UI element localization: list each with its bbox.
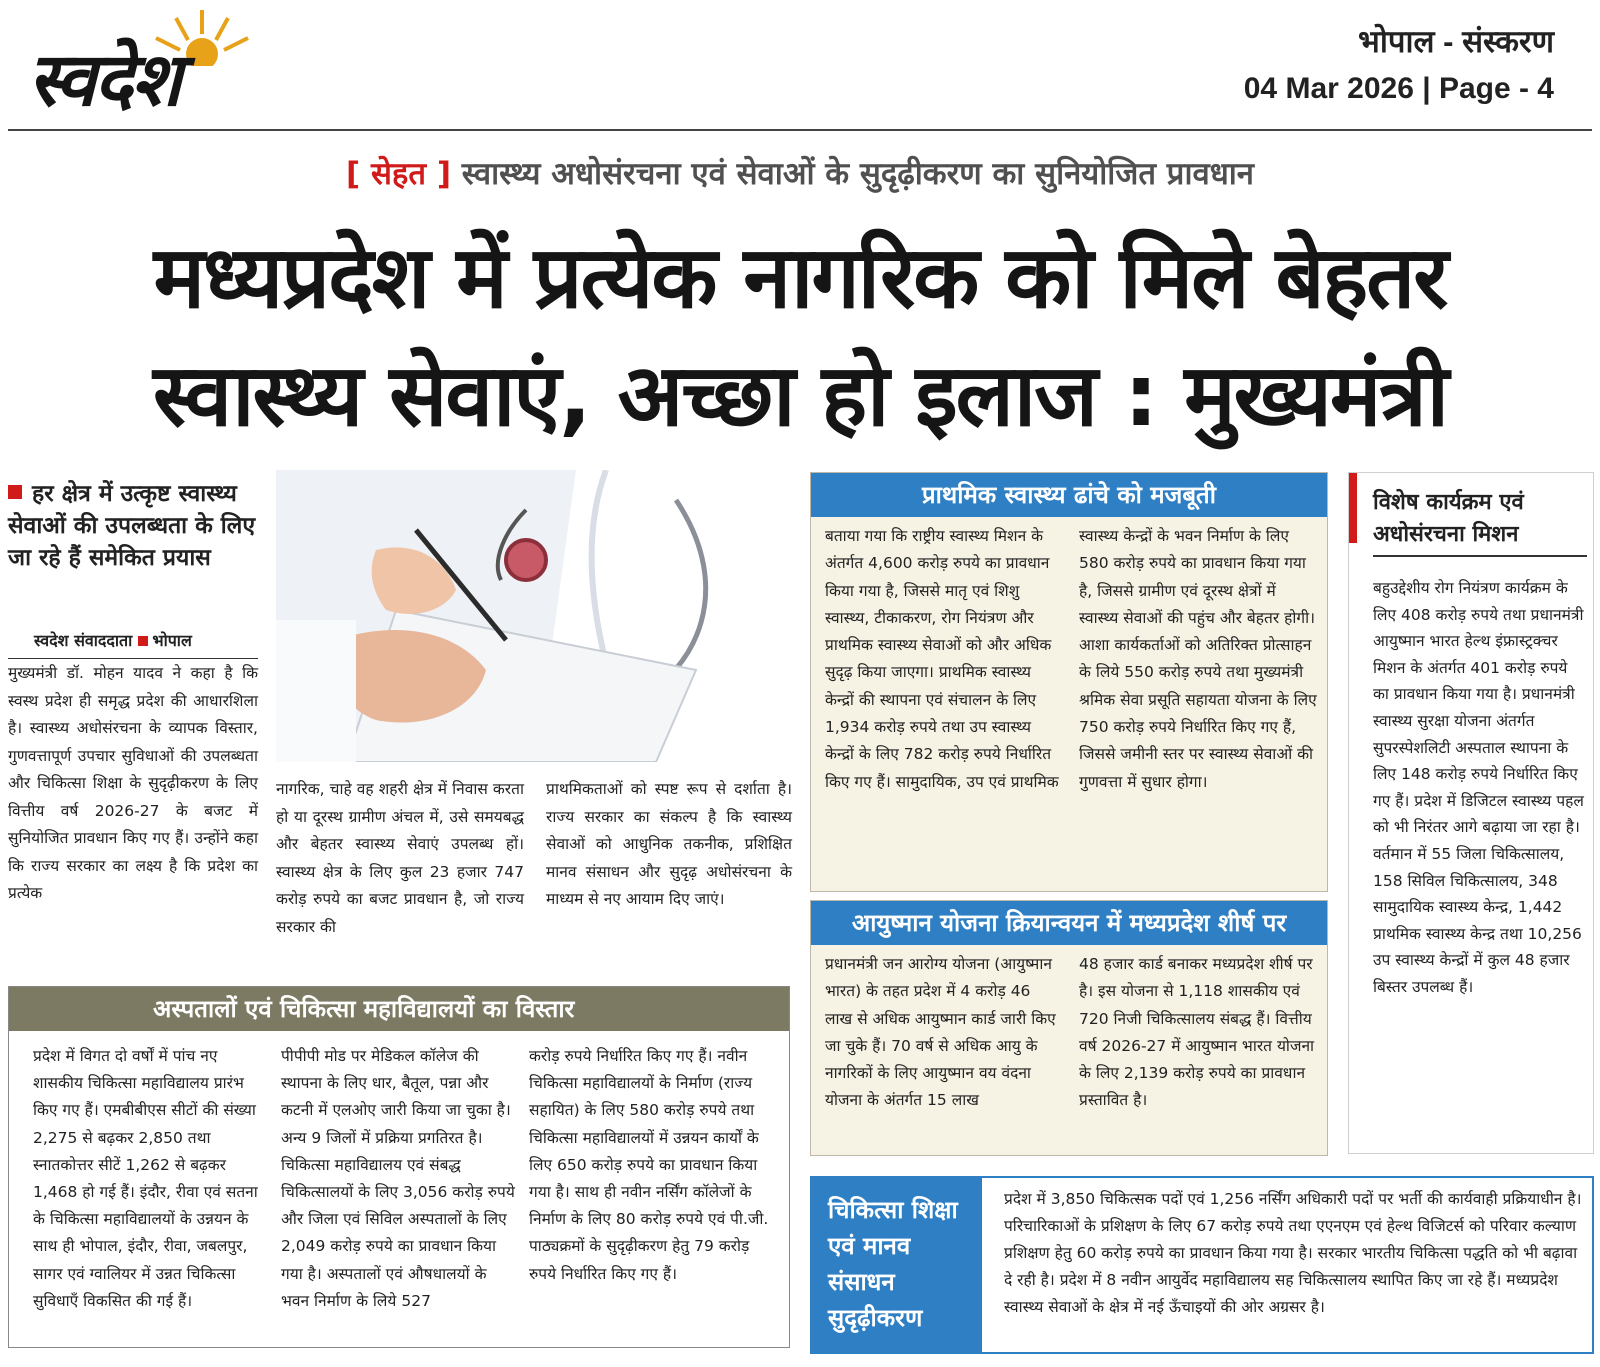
intro-column-1: मुख्यमंत्री डॉ. मोहन यादव ने कहा है कि स्वस्थ प्रदेश ही समृद्ध प्रदेश की आधारशिला है। स्वास्थ्य अधोसंरचना के व्यापक विस्तार, गुणवत्तापूर्ण उपचार सुविधाओं की उपलब्धता और चिकित्सा शिक्षा के सुदृढ़ीकरण के लिए वित्तीय वर्ष 2026-27 के बजट में सुनियोजित प्रावधान किए गए हैं। उन्होंने कहा कि राज्य सरकार का लक्ष्य है कि प्रदेश का प्रत्येक	[8, 664, 258, 902]
doctor-writing-photo	[276, 470, 790, 762]
primary-health-column-2: स्वास्थ्य केन्द्रों के भवन निर्माण के लिए 580 करोड़ रुपये का प्रावधान किया गया है, जिससे ग्रामीण एवं दूरस्थ क्षेत्रों में स्वास्थ्य सेवाओं की पहुंच और बेहतर होगी। आशा कार्यकर्ताओं को अतिरिक्त प्रोत्साहन के लिये 550 करोड़ रुपये तथा मुख्यमंत्री श्रमिक सेवा प्रसूति सहायता योजना के लिए 750 करोड़ रुपये निर्धारित किए गए हैं, जिससे जमीनी स्तर पर स्वास्थ्य सेवाओं की गुणवत्ता में सुधार होगा।	[1079, 527, 1317, 791]
medical-education-box	[810, 1176, 1594, 1354]
medical-education-label: चिकित्सा शिक्षा एवं मानव संसाधन सुदृढ़ीकरण	[812, 1178, 982, 1352]
intro-column-2: नागरिक, चाहे वह शहरी क्षेत्र में निवास करता हो या दूरस्थ ग्रामीण अंचल में, उसे समयबद्ध और बेहतर स्वास्थ्य सेवाएं उपलब्ध हों। स्वास्थ्य क्षेत्र के लिए कुल 23 हजार 747 करोड़ रुपये का बजट प्रावधान है, जो राज्य सरकार की	[276, 780, 524, 936]
byline-reporter: स्वदेश संवाददाता	[34, 631, 133, 650]
red-bullet-icon	[8, 485, 22, 499]
intro-column-3: प्राथमिकताओं को स्पष्ट रूप से दर्शाता है। राज्य सरकार का संकल्प है कि स्वास्थ्य सेवाओं को आधुनिक तकनीक, प्रशिक्षित मानव संसाधन और सुदृढ़ अधोसंरचना के माध्यम से नए आयाम दिए जाएं।	[546, 780, 792, 908]
headline-line-2: स्वास्थ्य सेवाएं, अच्छा हो इलाज : मुख्यमंत्री	[152, 346, 1448, 446]
special-programs-title: विशेष कार्यक्रम एवं अधोसंरचना मिशन	[1373, 487, 1587, 557]
masthead-divider	[8, 129, 1592, 131]
primary-health-box	[810, 472, 1328, 892]
hospital-column-3: करोड़ रुपये निर्धारित किए गए हैं। नवीन चिकित्सा महाविद्यालयों के निर्माण (राज्य सहायित) के लिए 580 करोड़ रुपये तथा चिकित्सा महाविद्यालयों में उन्नयन कार्यों के लिए 650 करोड़ रुपये का प्रावधान किया गया है। साथ ही नवीन नर्सिंग कॉलेजों के निर्माण के लिए 80 करोड़ रुपये एवं पी.जी. पाठ्यक्रमों के सुदृढ़ीकरण हेतु 79 करोड़ रुपये निर्धारित किए गए हैं।	[529, 1047, 769, 1283]
masthead-logo	[22, 6, 352, 130]
kicker-line	[0, 152, 1600, 196]
primary-health-body	[811, 517, 1327, 891]
ayushman-column-1: प्रधानमंत्री जन आरोग्य योजना (आयुष्मान भारत) के तहत प्रदेश में 4 करोड़ 46 लाख से अधिक आयुष्मान कार्ड जारी किए जा चुके हैं। 70 वर्ष से अधिक आयु के नागरिकों के लिए आयुष्मान वय वंदना योजना के अंतर्गत 15 लाख	[825, 955, 1056, 1110]
hospital-expansion-title: अस्पतालों एवं चिकित्सा महाविद्यालयों का विस्तार	[9, 987, 789, 1031]
primary-health-column-1: बताया गया कि राष्ट्रीय स्वास्थ्य मिशन के अंतर्गत 4,600 करोड़ रुपये का प्रावधान किया गया है, जिससे मातृ एवं शिशु स्वास्थ्य, टीकाकरण, रोग नियंत्रण और प्राथमिक स्वास्थ्य सेवाओं को और अधिक सुदृढ़ किया जाएगा। प्राथमिक स्वास्थ्य केन्द्रों की स्थापना एवं संचालन के लिए 1,934 करोड़ रुपये तथा उप स्वास्थ्य केन्द्रों के लिए 782 करोड़ रुपये निर्धारित किए गए हैं। सामुदायिक, उप एवं प्राथमिक	[825, 527, 1059, 791]
hospital-column-1: प्रदेश में विगत दो वर्षों में पांच नए शासकीय चिकित्सा महाविद्यालय प्रारंभ किए गए हैं। एमबीबीएस सीटों की संख्या 2,275 से बढ़कर 2,850 तथा स्नातकोत्तर सीटें 1,262 से बढ़कर 1,468 हो गई हैं। इंदौर, रीवा एवं सतना के चिकित्सा महाविद्यालयों के उन्नयन के साथ ही भोपाल, इंदौर, रीवा, जबलपुर, सागर एवं ग्वालियर में उन्नत चिकित्सा सुविधाएँ विकसित की गई हैं।	[33, 1047, 258, 1310]
red-square-icon	[138, 636, 148, 646]
byline	[8, 628, 258, 659]
intro-highlight	[8, 478, 258, 574]
edition-name: भोपाल - संस्करण	[1358, 24, 1554, 59]
kicker-tag: [ सेहत ]	[345, 156, 451, 192]
ayushman-title: आयुष्मान योजना क्रियान्वयन में मध्यप्रदेश शीर्ष पर	[811, 901, 1327, 945]
red-accent-bar	[1349, 473, 1357, 543]
ayushman-column-2: 48 हजार कार्ड बनाकर मध्यप्रदेश शीर्ष पर है। इस योजना से 1,118 शासकीय एवं 720 निजी चिकित्सालय संबद्ध हैं। वित्तीय वर्ष 2026-27 में आयुष्मान भारत योजना के लिए 2,139 करोड़ रुपये का प्रावधान प्रस्तावित है।	[1079, 955, 1315, 1110]
headline-line-1: मध्यप्रदेश में प्रत्येक नागरिक को मिले बेहतर	[153, 228, 1447, 328]
ayushman-body	[811, 945, 1327, 1155]
kicker-text: स्वास्थ्य अधोसंरचना एवं सेवाओं के सुदृढ़ीकरण का सुनियोजित प्रावधान	[461, 156, 1255, 192]
primary-health-title: प्राथमिक स्वास्थ्य ढांचे को मजबूती	[811, 473, 1327, 517]
special-programs-body: बहुउद्देशीय रोग नियंत्रण कार्यक्रम के लिए 408 करोड़ रुपये तथा प्रधानमंत्री आयुष्मान भारत हेल्थ इंफ्रास्ट्रक्चर मिशन के अंतर्गत 401 करोड़ रुपये का प्रावधान किया गया है। प्रधानमंत्री स्वास्थ्य सुरक्षा योजना अंतर्गत सुपरस्पेशलिटी अस्पताल स्थापना के लिए 148 करोड़ रुपये निर्धारित किए गए हैं। प्रदेश में डिजिटल स्वास्थ्य पहल को भी निरंतर आगे बढ़ाया जा रहा है। वर्तमान में 55 जिला चिकित्सालय, 158 सिविल चिकित्सालय, 348 सामुदायिक स्वास्थ्य केन्द्र, 1,442 प्राथमिक स्वास्थ्य केन्द्र तथा 10,256 उप स्वास्थ्य केन्द्रों में कुल 48 हजार बिस्तर उपलब्ध हैं।	[1373, 579, 1584, 996]
intro-highlight-text: हर क्षेत्र में उत्कृष्ट स्वास्थ्य सेवाओं की उपलब्धता के लिए जा रहे हैं समेकित प्रयास	[8, 481, 256, 571]
medical-education-body: प्रदेश में 3,850 चिकित्सक पदों एवं 1,256 नर्सिंग अधिकारी पदों पर भर्ती की कार्यवाही प्रक्रियाधीन है। परिचारिकाओं के प्रशिक्षण के लिए 67 करोड़ रुपये तथा एएनएम एवं हेल्थ विजिटर्स को परिवार कल्याण प्रशिक्षण हेतु 60 करोड़ रुपये का प्रावधान किया गया है। सरकार भारतीय चिकित्सा पद्धति को भी बढ़ावा दे रही है। प्रदेश में 8 नवीन आयुर्वेद महाविद्यालय सह चिकित्सालय स्थापित किए जा रहे हैं। मध्यप्रदेश स्वास्थ्य सेवाओं के क्षेत्र में नई ऊँचाइयों की ओर अग्रसर है।	[1004, 1190, 1582, 1316]
byline-city: भोपाल	[152, 631, 192, 650]
hospital-expansion-box	[8, 986, 790, 1348]
special-programs-box	[1348, 472, 1594, 1154]
edition-info	[1244, 22, 1554, 110]
hospital-column-2: पीपीपी मोड पर मेडिकल कॉलेज की स्थापना के लिए धार, बैतूल, पन्ना और कटनी में एलओए जारी किया जा चुका है। अन्य 9 जिलों में प्रक्रिया प्रगतिरत है। चिकित्सा महाविद्यालय एवं संबद्ध चिकित्सालयों के लिए 3,056 करोड़ रुपये और जिला एवं सिविल अस्पतालों के लिए 2,049 करोड़ रुपये का प्रावधान किया गया है। अस्पतालों एवं औषधालयों के भवन निर्माण के लिये 527	[281, 1047, 515, 1310]
doctor-clipboard-illustration	[276, 470, 790, 762]
logo-text: स्वदेश	[28, 37, 180, 123]
edition-date-page: 04 Mar 2026 | Page - 4	[1243, 72, 1554, 105]
ayushman-box	[810, 900, 1328, 1156]
